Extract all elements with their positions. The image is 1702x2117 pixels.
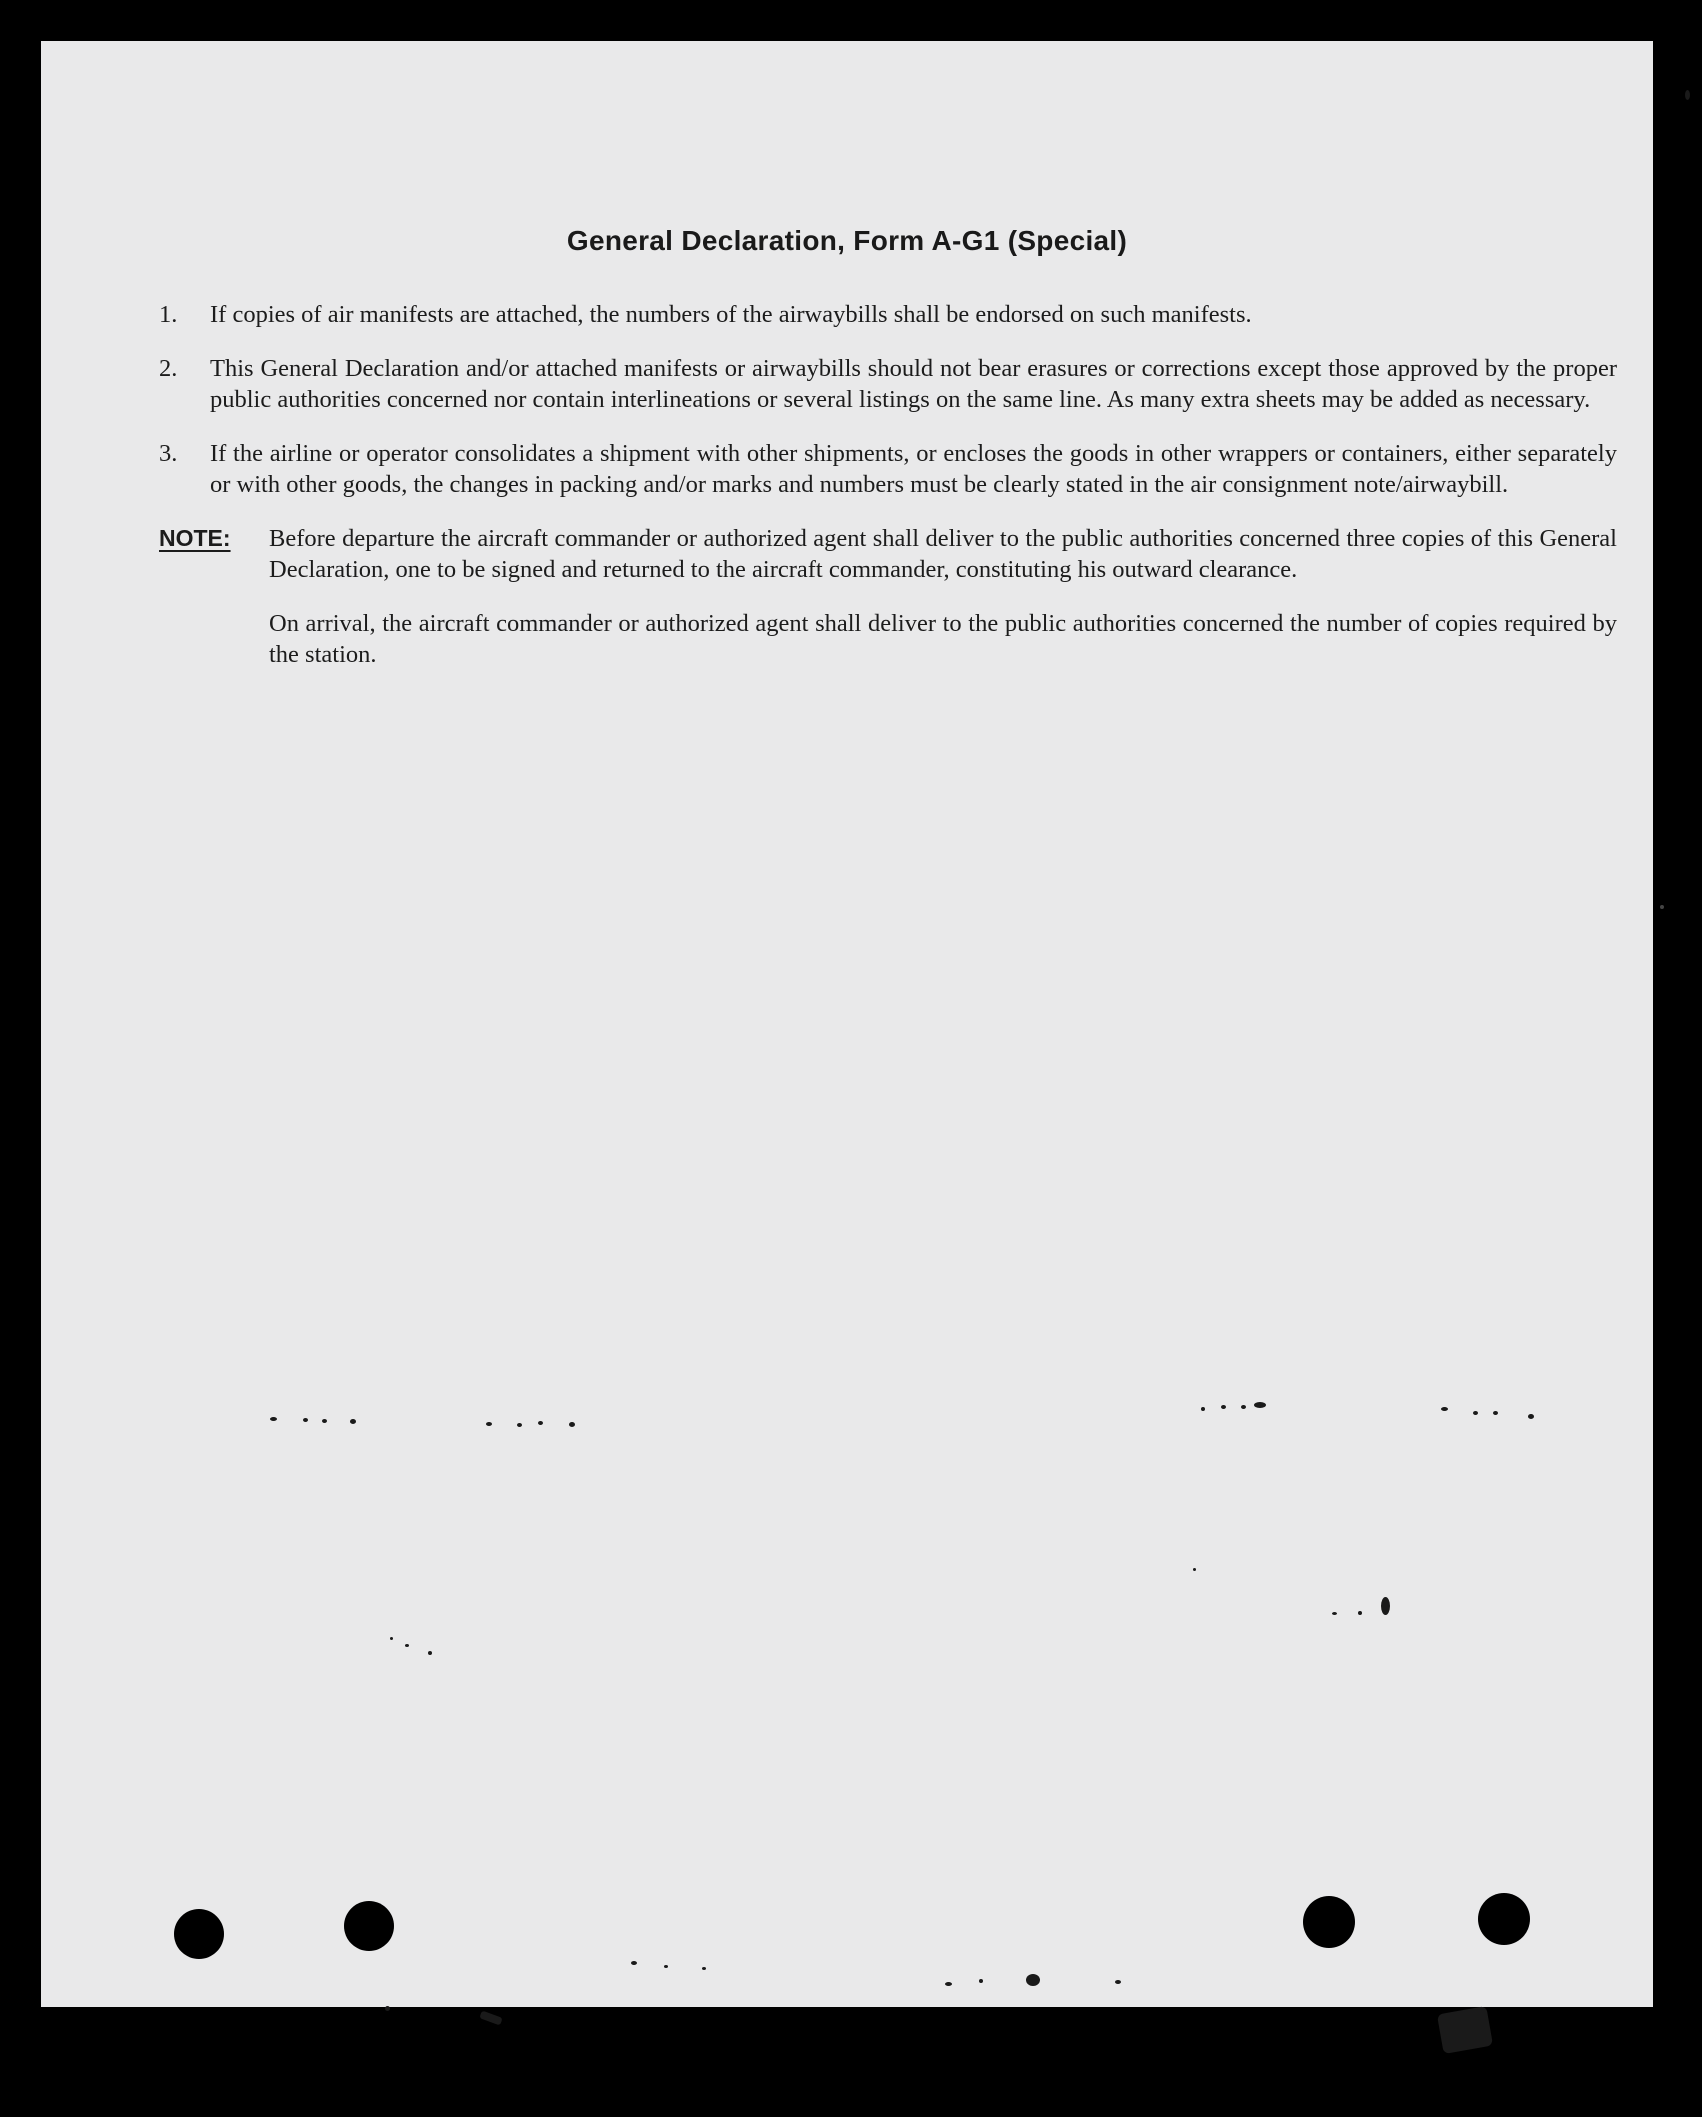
scan-speck: [945, 1982, 952, 1986]
document-page: [41, 41, 1653, 2007]
punch-hole: [174, 1909, 224, 1959]
document-body: [159, 299, 1617, 693]
scan-speck: [1115, 1980, 1121, 1984]
scan-speck: [350, 1419, 356, 1424]
scan-speck: [1201, 1407, 1205, 1411]
scan-speck: [1660, 905, 1664, 909]
scan-speck: [1381, 1597, 1390, 1615]
list-item: [159, 299, 1617, 330]
scan-speck: [385, 2006, 390, 2011]
scan-speck: [1685, 90, 1690, 100]
scan-speck: [1528, 1414, 1534, 1419]
scan-speck: [428, 1651, 432, 1655]
list-item: [159, 353, 1617, 415]
scan-speck: [270, 1417, 277, 1421]
item-text: If the airline or operator consolidates a shipment with other shipments, or encloses the goods in other wrappers or containers, either separately or with other goods, the changes in packing and/or marks and numbers must be clearly stated in the air consignment note/airwaybill.: [210, 440, 1617, 498]
scan-speck: [1441, 1407, 1448, 1411]
item-text: If copies of air manifests are attached, the numbers of the airwaybills shall be endorsed on such manifests.: [210, 301, 1252, 328]
note-paragraph: On arrival, the aircraft commander or authorized agent shall deliver to the public authorities concerned the number of copies required by the station.: [269, 610, 1617, 668]
scan-speck: [479, 2010, 502, 2025]
list-item: [159, 438, 1617, 500]
scan-speck: [1221, 1405, 1226, 1409]
scan-speck: [538, 1421, 543, 1425]
scan-speck: [1332, 1612, 1337, 1615]
note-paragraph: Before departure the aircraft commander or authorized agent shall deliver to the public authorities concerned three copies of this General Declaration, one to be signed and returned to the aircraft commander, constituting his outward clearance.: [269, 525, 1617, 583]
note-label: NOTE:: [159, 525, 231, 551]
scan-speck: [702, 1967, 706, 1970]
scan-speck: [322, 1419, 327, 1423]
scan-speck: [390, 1637, 393, 1640]
scan-speck: [303, 1418, 308, 1422]
note-paragraphs: [269, 523, 1617, 693]
scan-speck: [1473, 1411, 1478, 1415]
note-section: [159, 523, 1617, 693]
punch-hole: [1478, 1893, 1530, 1945]
scan-speck: [517, 1423, 522, 1427]
scan-speck: [1241, 1405, 1246, 1409]
scan-speck: [1193, 1568, 1196, 1571]
punch-hole: [344, 1901, 394, 1951]
scan-speck: [1493, 1411, 1498, 1415]
scan-speck: [486, 1422, 492, 1426]
item-number: 1.: [159, 301, 178, 328]
scan-speck: [569, 1422, 575, 1427]
punch-hole: [1303, 1896, 1355, 1948]
scan-speck: [631, 1961, 637, 1965]
scan-speck: [405, 1644, 409, 1647]
item-number: 3.: [159, 440, 178, 467]
item-text: This General Declaration and/or attached manifests or airwaybills should not bear erasures or corrections except those approved by the proper public authorities concerned nor contain interlineations or several listings on the same line. As many extra sheets may be added as necessary.: [210, 355, 1617, 413]
scan-speck: [979, 1979, 983, 1983]
scan-speck: [664, 1965, 668, 1968]
scan-speck: [1437, 2006, 1493, 2054]
item-number: 2.: [159, 355, 178, 382]
scan-speck: [1358, 1611, 1362, 1615]
scan-speck: [1254, 1402, 1266, 1408]
document-title: General Declaration, Form A-G1 (Special): [566, 225, 1128, 256]
scan-speck: [1026, 1974, 1040, 1986]
